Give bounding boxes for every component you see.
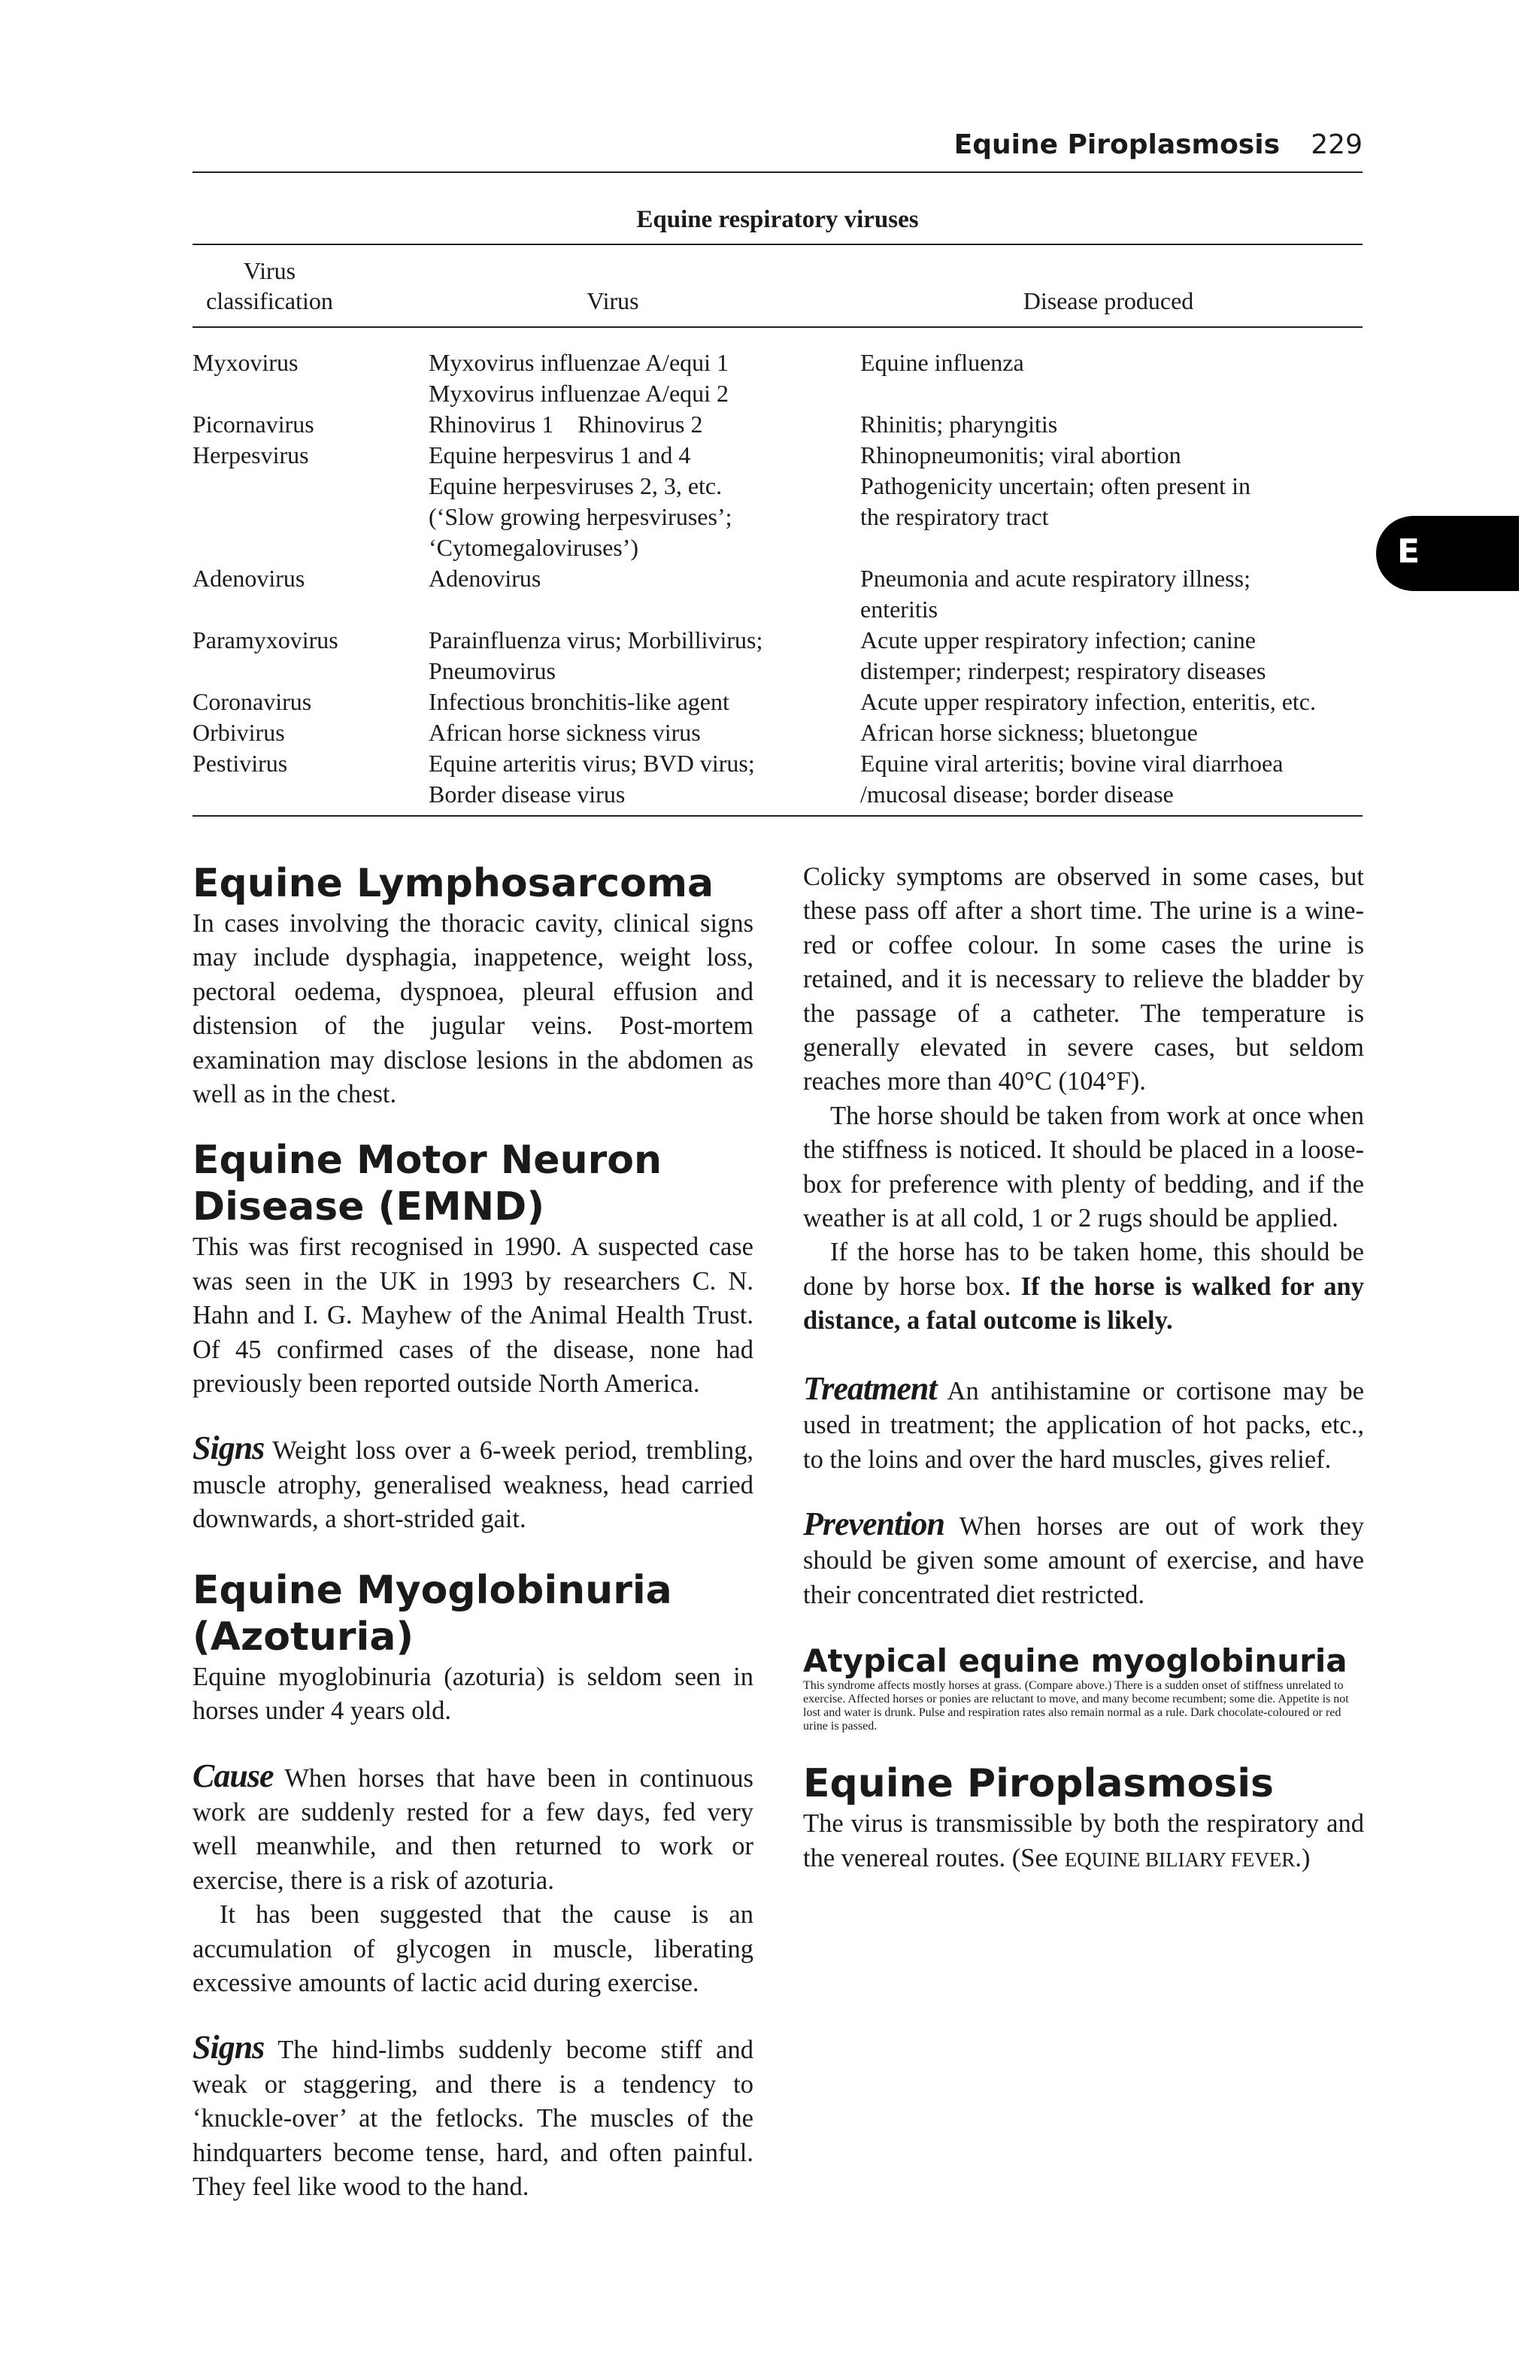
atypical-label: Atypical equine myoglobinuria [803, 1642, 1348, 1680]
right-column: Colicky symptoms are observed in some cases, but these pass off after a short time. The urine is a wine-red or coffee colour. In some cases the urine is retained, and it is necessary to relieve the bladder by the passage of a catheter. The temperature is generally elevated in severe cases, but seldom reaches more than 40°C (104°F). The horse should be taken from work at once when the stiffness is noticed. It should be placed in a loose-box for preference with plenty of bedding, and if the weather is at all cold, 1 or 2 rugs should be applied. If the horse has to be taken home, this should be done by horse box. If the horse is walked for any distance, a fatal outcome is likely. Treatment An antihistamine or cortisone may be used in treatment; the application of hot packs, etc., to the loins and over the hard muscles, gives relief. Prevention When horses are out of work they should be given some amount of exercise, and have their concentrated diet restricted. Atypical equine myoglobinuria This syndrome affects mostly horses at grass. (Compare above.) There is a sudden onset of stiffness unrelated to exercise. Affected horses or ponies are reluctant to move, and many become recumbent; some die. Appetite is not lost and water is drunk. Pulse and respiration rates also remain normal as a rule. Dark chocolate-coloured or red urine is passed. Equine Piroplasmosis The virus is transmissible by both the respiratory and the venereal routes. (See EQUINE BILIARY FEVER.) [803, 860, 1364, 1877]
emnd-body: This was first recognised in 1990. A suspected case was seen in the UK in 1993 by researchers C. N. Hahn and I. G. Mayhew of the Animal Health Trust. Of 45 confirmed cases of the disease, none had previously been reported outside North America. [192, 1232, 753, 1399]
table-cell-classification: Pestivirus [192, 750, 288, 777]
prevention-label: Prevention [803, 1505, 944, 1542]
myoglobinuria-signs-p2: Colicky symptoms are observed in some cases, but these pass off after a short time. The urine is a wine-red or coffee colour. In some cases the urine is retained, and it is necessary to relieve the bladder by the passage of a catheter. The temperature is generally elevated in severe cases, but seldom reaches more than 40°C (104°F). [803, 863, 1364, 1096]
column-header-disease: Disease produced [1023, 287, 1194, 314]
table-cell-classification: Picornavirus [192, 411, 314, 438]
running-title: Equine Piroplasmosis [953, 129, 1280, 160]
myoglobinuria-signs: Signs The hind-limbs suddenly become stiff and weak or staggering, and there is a tendency to ‘knuckle-over’ at the fetlocks. The muscles of the hindquarters become tense, hard, and often painful. They feel like wood to the hand. [192, 2029, 753, 2201]
table-cell-classification: Paramyxovirus [192, 626, 338, 653]
cause-label: Cause [192, 1757, 274, 1794]
table-header-rule [192, 326, 1363, 328]
heading-emnd: Equine Motor Neuron Disease (EMND) [192, 1138, 662, 1230]
emnd-signs: Signs Weight loss over a 6-week period, trembling, muscle atrophy, generalised weakness, head carried downwards, a short-strided gait. [192, 1430, 753, 1534]
table-cell-classification: Orbivirus [192, 719, 285, 746]
table-cell-classification: Myxovirus [192, 349, 299, 376]
table-cell-virus: Myxovirus influenzae A/equi 1 Myxovirus influenzae A/equi 2 [429, 349, 729, 407]
table-cell-virus: Rhinovirus 1 Rhinovirus 2 [429, 411, 703, 438]
table-cell-virus: African horse sickness virus [429, 719, 701, 746]
table-bottom-rule [192, 815, 1363, 817]
piroplasmosis-body: The virus is transmissible by both the respiratory and the venereal routes. (See EQUINE BILIARY FEVER.) [803, 1809, 1364, 1872]
table-cell-disease: Equine influenza [860, 349, 1024, 376]
treatment-label: Treatment [803, 1369, 937, 1407]
table-cell-disease: Rhinitis; pharyngitis [860, 411, 1058, 438]
table-cell-virus: Parainfluenza virus; Morbillivirus; Pneumovirus [429, 626, 763, 684]
myoglobinuria-signs-p3: The horse should be taken from work at once when the stiffness is noticed. It should be placed in a loose-box for preference with plenty of bedding, and if the weather is at all cold, 1 or 2 rugs should be applied. [803, 1101, 1364, 1233]
page-number: 229 [1311, 129, 1363, 160]
table-cell-disease: African horse sickness; bluetongue [860, 719, 1198, 746]
fatal-warning: If the horse is walked for any distance, a fatal outcome is likely. [803, 1272, 1364, 1336]
myoglobinuria-intro: Equine myoglobinuria (azoturia) is seldom seen in horses under 4 years old. [192, 1662, 753, 1726]
column-header-classification: Virus classification [206, 257, 333, 314]
signs-label: Signs [192, 2029, 265, 2066]
table-cell-classification: Herpesvirus [192, 441, 309, 468]
myoglobinuria-cause-p2: It has been suggested that the cause is an accumulation of glycogen in muscle, liberating excessive amounts of lactic acid during exercise. [192, 1900, 753, 1997]
myoglobinuria-prevention: Prevention When horses are out of work they should be given some amount of exercise, and have their concentrated diet restricted. [803, 1505, 1364, 1609]
table-cell-virus: Infectious bronchitis-like agent [429, 688, 729, 715]
myoglobinuria-signs-p4: If the horse has to be taken home, this should be done by horse box. If the horse is walked for any distance, a fatal outcome is likely. [803, 1238, 1364, 1336]
thumb-tab-letter: E [1397, 532, 1420, 571]
table-cell-virus: Adenovirus [429, 565, 541, 592]
table-cell-disease: Rhinopneumonitis; viral abortion Pathogenicity uncertain; often present in the respiratory tract [860, 441, 1250, 530]
header-rule [192, 171, 1363, 173]
myoglobinuria-treatment: Treatment An antihistamine or cortisone may be used in treatment; the application of hot packs, etc., to the loins and over the hard muscles, gives relief. [803, 1369, 1364, 1474]
heading-lymphosarcoma: Equine Lymphosarcoma [192, 861, 714, 906]
table-top-rule [192, 244, 1363, 245]
cross-reference-link[interactable]: EQUINE BILIARY FEVER [1064, 1848, 1296, 1871]
table-cell-classification: Coronavirus [192, 688, 312, 715]
thumb-tab [1376, 516, 1519, 591]
table-cell-disease: Pneumonia and acute respiratory illness; enteritis [860, 565, 1250, 623]
table-cell-virus: Equine arteritis virus; BVD virus; Border disease virus [429, 750, 755, 808]
table-cell-disease: Acute upper respiratory infection; canine distemper; rinderpest; respiratory diseases [860, 626, 1266, 684]
myoglobinuria-cause: Cause When horses that have been in continuous work are suddenly rested for a few days, fed very well meanwhile, and then returned to work or exercise, there is a risk of azoturia. [192, 1757, 753, 1895]
left-column [192, 860, 753, 2204]
table-title: Equine respiratory viruses [636, 206, 919, 233]
table-cell-disease: Acute upper respiratory infection, enteritis, etc. [860, 688, 1316, 715]
heading-myoglobinuria: Equine Myoglobinuria (Azoturia) [192, 1567, 672, 1660]
table-cell-disease: Equine viral arteritis; bovine viral diarrhoea /mucosal disease; border disease [860, 750, 1284, 808]
column-header-virus: Virus [587, 287, 639, 314]
table-cell-classification: Adenovirus [192, 565, 305, 592]
table-cell-virus: Equine herpesvirus 1 and 4 Equine herpesviruses 2, 3, etc. (‘Slow growing herpesviruses’; ‘Cytomegaloviruses’) [429, 441, 732, 561]
emnd-signs-label: Signs [192, 1430, 265, 1467]
lymphosarcoma-body: In cases involving the thoracic cavity, clinical signs may include dysphagia, inappetence, weight loss, pectoral oedema, dyspnoea, pleural effusion and distension of the jugular veins. Post-mortem examination may disclose lesions in the abdomen as well as in the chest. [192, 909, 753, 1109]
running-head [192, 126, 1363, 168]
heading-piroplasmosis: Equine Piroplasmosis [803, 1761, 1275, 1807]
